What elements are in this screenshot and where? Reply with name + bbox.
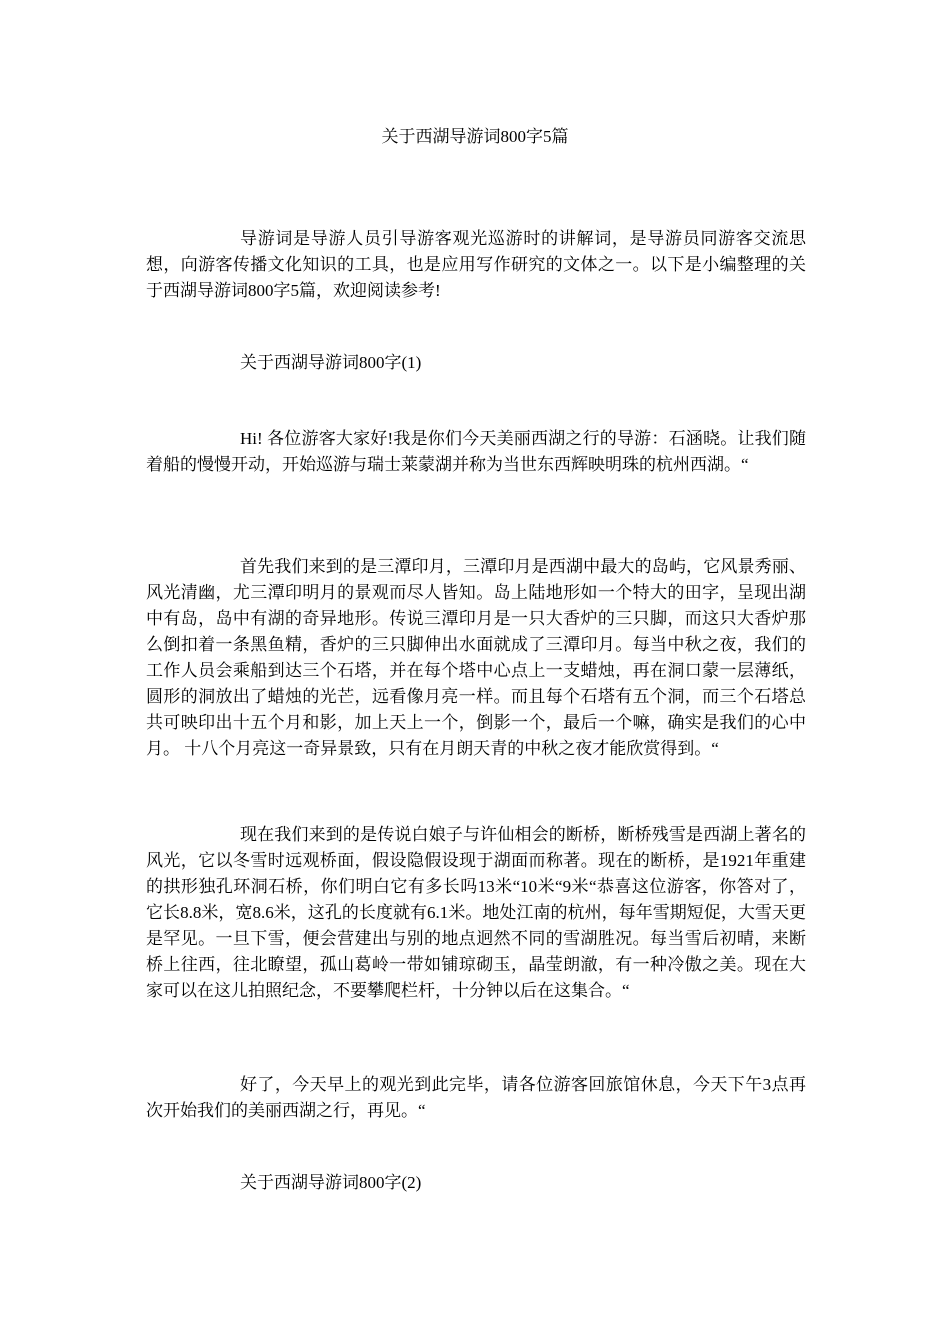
section1-paragraph-2: 首先我们来到的是三潭印月，三潭印月是西湖中最大的岛屿，它风景秀丽、风光清幽，尤三潭印明月的景观而尽人皆知。岛上陆地形如一个特大的田字，呈现出湖中有岛，岛中有湖的奇异地形。传说三潭印月是一只大香炉的三只脚，而这只大香炉那么倒扣着一条黑鱼精，香炉的三只脚伸出水面就成了三潭印月。每当中秋之夜，我们的工作人员会乘船到达三个石塔，并在每个塔中心点上一支蜡烛，再在洞口蒙一层薄纸，圆形的洞放出了蜡烛的光芒，远看像月亮一样。而且每个石塔有五个洞，而三个石塔总共可映印出十五个月和影，加上天上一个，倒影一个，最后一个嘛，确实是我们的心中月。 十八个月亮这一奇异景致，只有在月朗天青的中秋之夜才能欣赏得到。“ xyxy=(146,557,806,758)
intro-paragraph: 导游词是导游人员引导游客观光巡游时的讲解词，是导游员同游客交流思想，向游客传播文化知识的工具，也是应用写作研究的文体之一。以下是小编整理的关于西湖导游词800字5篇，欢迎阅读参考! xyxy=(146,229,806,300)
section1-paragraph-1: Hi! 各位游客大家好!我是你们今天美丽西湖之行的导游：石涵晓。让我们随着船的慢慢开动，开始巡游与瑞士莱蒙湖并称为当世东西辉映明珠的杭州西湖。“ xyxy=(146,429,806,474)
section-heading-2: 关于西湖导游词800字(2) xyxy=(240,1173,422,1192)
section1-paragraph-4: 好了，今天早上的观光到此完毕，请各位游客回旅馆休息，今天下午3点再次开始我们的美丽西湖之行，再见。“ xyxy=(146,1075,806,1120)
section-heading-1: 关于西湖导游词800字(1) xyxy=(240,353,422,372)
document-title: 关于西湖导游词800字5篇 xyxy=(381,127,569,146)
section1-paragraph-3: 现在我们来到的是传说白娘子与许仙相会的断桥，断桥残雪是西湖上著名的风光，它以冬雪时远观桥面，假设隐假设现于湖面而称著。现在的断桥，是1921年重建的拱形独孔环洞石桥，你们明白它有多长吗13米“10米“9米“恭喜这位游客，你答对了，它长8.8米，宽8.6米，这孔的长度就有6.1米。地处江南的杭州，每年雪期短促，大雪天更是罕见。一旦下雪，便会营建出与别的地点迥然不同的雪湖胜况。每当雪后初晴，来断桥上往西，往北瞭望，孤山葛岭一带如铺琼砌玉，晶莹朗澈，有一种冷傲之美。现在大家可以在这儿拍照纪念，不要攀爬栏杆，十分钟以后在这集合。“ xyxy=(146,825,806,1000)
